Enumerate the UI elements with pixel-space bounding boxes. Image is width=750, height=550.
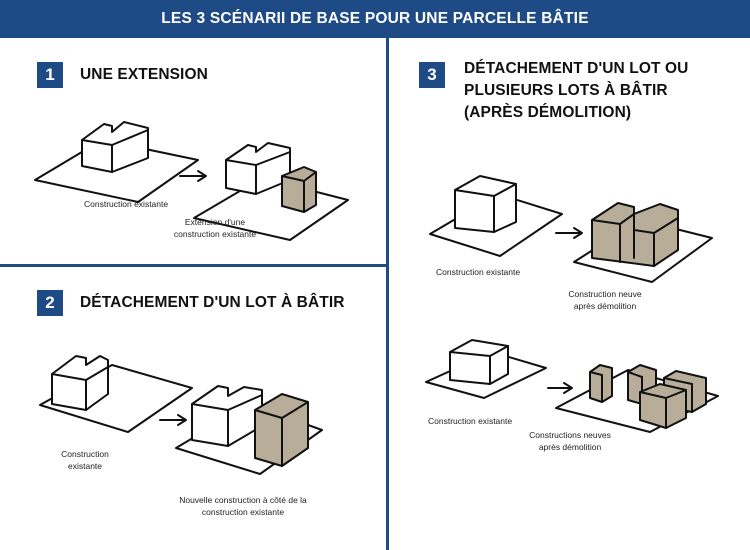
caption-3b-line1: Construction neuve xyxy=(568,289,642,299)
caption-3a: Construction existante xyxy=(436,267,521,277)
section-3-title-line3: (APRÈS DÉMOLITION) xyxy=(464,104,632,121)
caption-2b-line1: Nouvelle construction à côté de la xyxy=(179,495,307,505)
caption-2a-line2: existante xyxy=(67,461,103,471)
section-3-title-line1: DÉTACHEMENT D'UN LOT OU xyxy=(464,60,689,77)
caption-2b-line2: construction existante xyxy=(201,507,285,517)
section-2-title: DÉTACHEMENT D'UN LOT À BÂTIR xyxy=(80,294,345,311)
section-3-number: 3 xyxy=(419,62,445,88)
section-3-title-line2: PLUSIEURS LOTS À BÂTIR xyxy=(464,82,668,99)
caption-3b-line2: après démolition xyxy=(573,301,637,311)
caption-3d-line2: après démolition xyxy=(538,442,602,452)
section-2-number: 2 xyxy=(37,290,63,316)
caption-3c: Construction existante xyxy=(428,416,513,426)
caption-3b xyxy=(560,288,650,312)
caption-1a: Construction existante xyxy=(84,199,169,209)
caption-2a-line1: Construction xyxy=(61,449,109,459)
caption-1b-line1: Extension d'une xyxy=(184,217,246,227)
section-1-title: UNE EXTENSION xyxy=(80,66,208,83)
section-1-number: 1 xyxy=(37,62,63,88)
page-title: LES 3 SCÉNARII DE BASE POUR UNE PARCELLE BÂTIE xyxy=(161,10,589,27)
caption-3d-line1: Constructions neuves xyxy=(529,430,611,440)
caption-3d xyxy=(520,429,620,453)
caption-1b-line2: construction existante xyxy=(173,229,257,239)
